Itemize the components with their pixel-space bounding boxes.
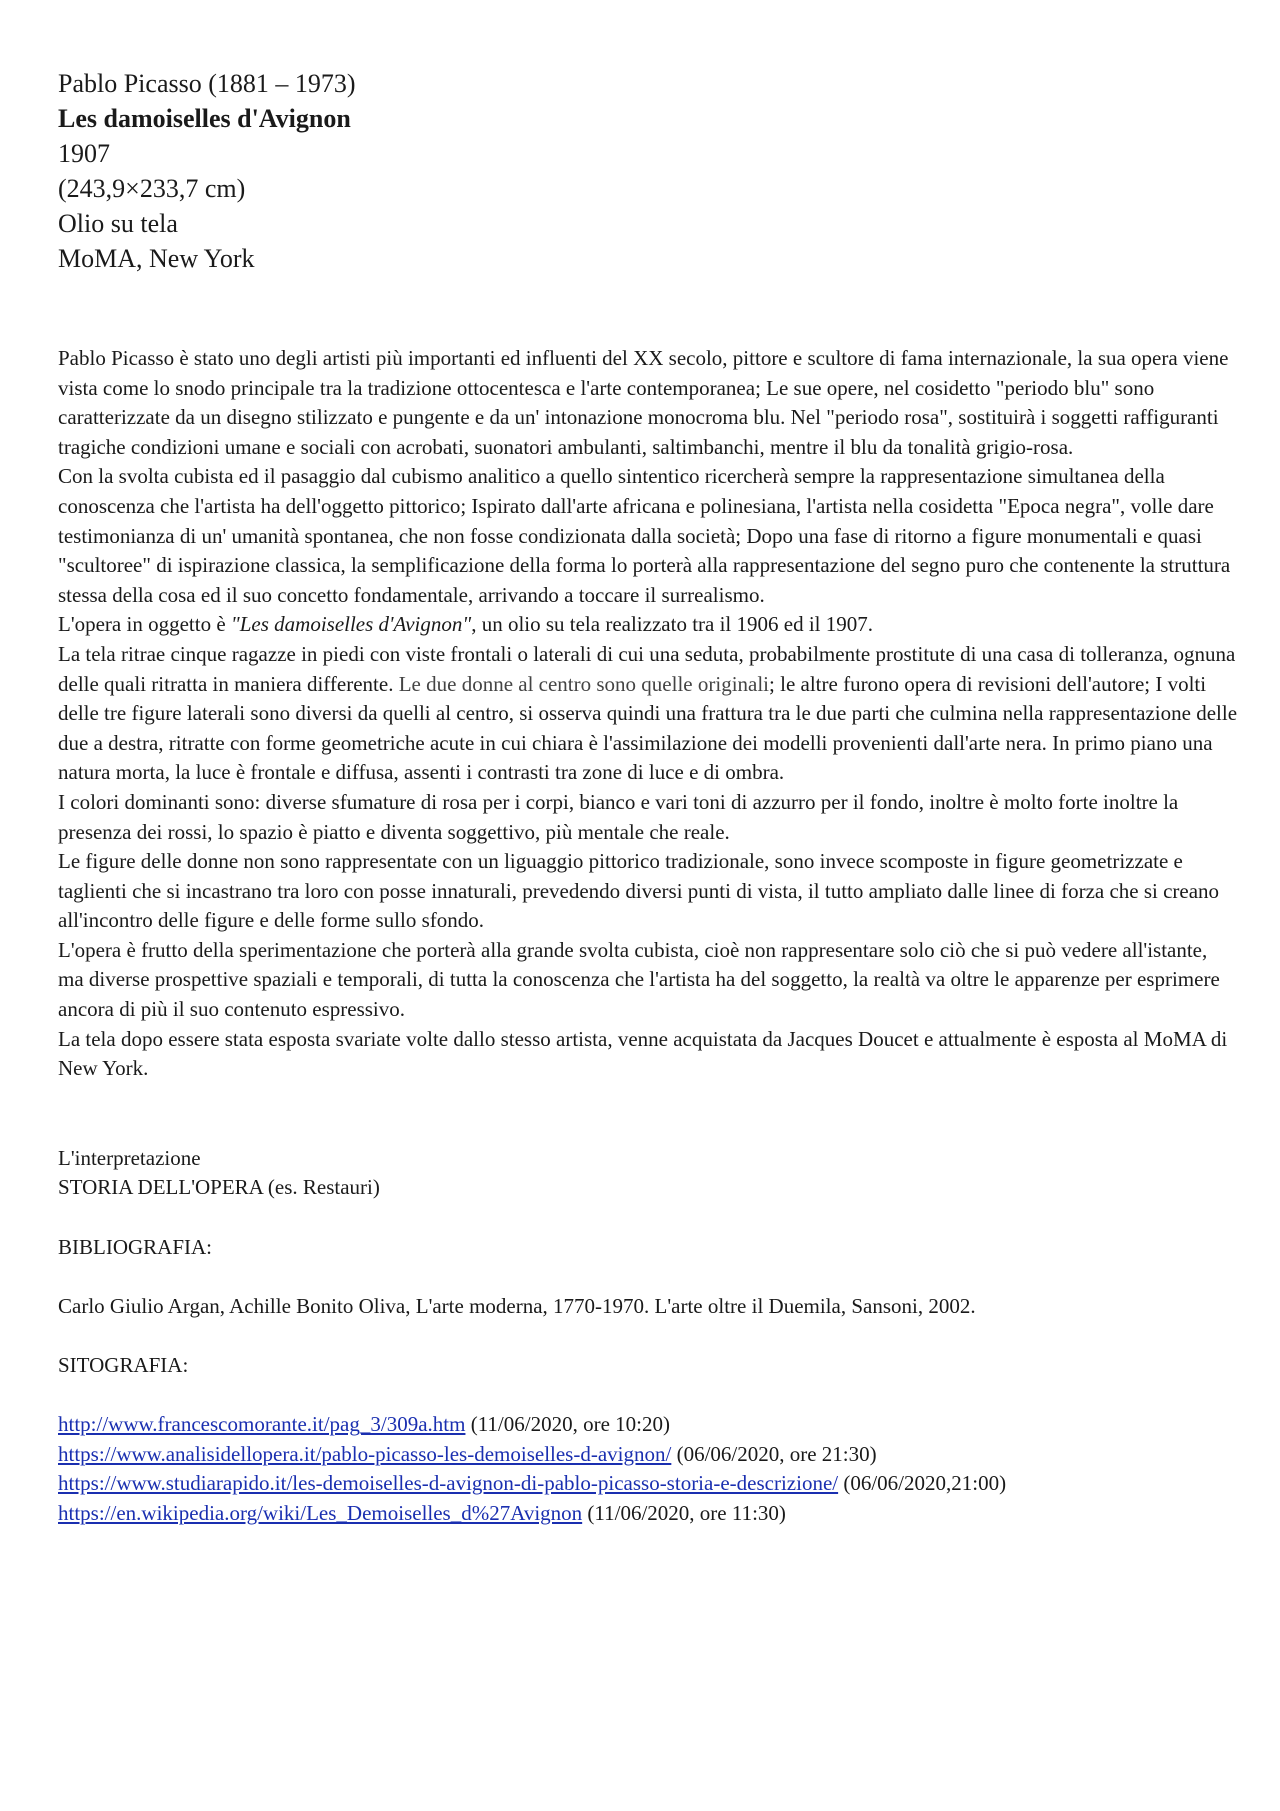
source-link[interactable]: https://en.wikipedia.org/wiki/Les_Demoiselles_d%27Avignon — [58, 1500, 583, 1525]
paragraph-cubism: Con la svolta cubista ed il pasaggio dal cubismo analitico a quello sintentico ricercherà sempre la rappresentazione simultanea della conoscenza che l'artista ha dell'oggetto pittorico; Ispirato dall'arte africana e polinesiana, l'artista nella cosidetta "Epoca negra", volle dare testimonianza di un' umanità spontanea, che non fosse condizionata dalla società; Dopo una fase di ritorno a figure monumentali e quasi "scultoree" di ispirazione classica, la semplificazione della forma lo porterà alla rappresentazione del segno puro che contenente la struttura stessa della cosa ed il suo concetto fondamentale, arrivando a toccare il surrealismo. — [58, 464, 1231, 607]
paragraph-provenance: La tela dopo essere stata esposta svariate volte dallo stesso artista, venne acquistata da Jacques Doucet e attualmente è esposta al MoMA di New York. — [58, 1026, 1228, 1081]
paragraph-experimentation: L'opera è frutto della sperimentazione che porterà alla grande svolta cubista, cioè non rappresentare solo ciò che si può vedere all'istante, ma diverse prospettive spaziali e temporali, di tutta la conoscenza che l'artista ha del soggetto, la realtà va oltre le apparenze per esprimere ancora di più il suo contenuto espressivo. — [58, 937, 1220, 1022]
source-link[interactable]: https://www.studiarapido.it/les-demoiselles-d-avignon-di-pablo-picasso-storia-e-descrizione/ — [58, 1471, 839, 1496]
interpretation-heading: L'interpretazione — [58, 1145, 201, 1170]
access-date: (06/06/2020,21:00) — [838, 1471, 1007, 1496]
paragraph-subject-text-b: ; le altre furono opera di revisioni dell'autore; I volti delle tre figure laterali sono diversi da quelli al centro, si osserva quindi una frattura tra le due parti che culmina nella rappresentazione delle due a destra, ritratte con forme geometriche acute in cui chiara è l'assimilazione dei modelli provenienti dall'arte nera. In primo piano una natura morta, la luce è frontale e diffusa, assenti i contrasti tra zone di luce e di ombra. — [58, 671, 1238, 785]
artwork-dimensions: (243,9×233,7 cm) — [58, 174, 246, 203]
artwork-year: 1907 — [58, 139, 110, 168]
artwork-title-italic: "Les damoiselles d'Avignon" — [230, 612, 472, 637]
history-heading: STORIA DELL'OPERA (es. Restauri) — [58, 1175, 380, 1200]
paragraph-intro: Pablo Picasso è stato uno degli artisti più importanti ed influenti del XX secolo, pittore e scultore di fama internazionale, la sua opera viene vista come lo snodo principale tra la tradizione ottocentesca e l'arte contemporanea; Le sue opere, nel cosidetto "periodo blu" sono caratterizzate da un disegno stilizzato e pungente e da un' intonazione monocroma blu. Nel "periodo rosa", sostituirà i soggetti raffiguranti tragiche condizioni umane e sociali con acrobati, suonatori ambulanti, saltimbanchi, mentre il blu da tonalità grigio-rosa. — [58, 346, 1229, 459]
paragraph-subject-grey-text: Le due donne al centro sono quelle originali — [398, 671, 770, 696]
description-body — [58, 344, 1238, 1084]
artwork-header — [58, 66, 1238, 276]
source-link[interactable]: http://www.francescomorante.it/pag_3/309a.htm — [58, 1412, 466, 1437]
sitography-list — [58, 1410, 1238, 1528]
paragraph-artwork-text-a: L'opera in oggetto è — [58, 612, 231, 637]
source-link[interactable]: https://www.analisidellopera.it/pablo-picasso-les-demoiselles-d-avignon/ — [58, 1441, 672, 1466]
bibliography-heading: BIBLIOGRAFIA: — [58, 1234, 213, 1259]
list-item — [58, 1499, 1238, 1529]
bibliography-section — [58, 1233, 1238, 1411]
access-date: (06/06/2020, ore 21:30) — [671, 1441, 877, 1466]
paragraph-subject — [58, 640, 1238, 788]
list-item — [58, 1440, 1238, 1470]
paragraph-figures: Le figure delle donne non sono rappresentate con un liguaggio pittorico tradizionale, sono invece scomposte in figure geometrizzate e taglienti che si incastrano tra loro con posse innaturali, prevedendo diversi punti di vista, il tutto ampliato dalle linee di forza che si creano all'incontro delle figure e delle forme sullo sfondo. — [58, 849, 1220, 933]
list-item — [58, 1469, 1238, 1499]
artwork-location: MoMA, New York — [58, 244, 255, 273]
paragraph-colors: I colori dominanti sono: diverse sfumature di rosa per i corpi, bianco e vari toni di azzurro per il fondo, inoltre è molto forte inoltre la presenza dei rossi, lo spazio è piatto e diventa soggettivo, più mentale che reale. — [58, 789, 1179, 844]
list-item — [58, 1410, 1238, 1440]
paragraph-subject-text-a: La tela ritrae cinque ragazze in piedi con viste frontali o laterali di cui una seduta, probabilmente prostitute di una casa di tolleranza, ognuna delle quali ritratta in maniera differente. — [58, 641, 1236, 696]
paragraph-artwork-text-b: , un olio su tela realizzato tra il 1906 ed il 1907. — [471, 612, 873, 637]
document-page — [58, 66, 1238, 1529]
bibliography-entry: Carlo Giulio Argan, Achille Bonito Oliva, L'arte moderna, 1770-1970. L'arte oltre il Duemila, Sansoni, 2002. — [58, 1293, 976, 1318]
artwork-medium: Olio su tela — [58, 209, 178, 238]
artist-name: Pablo Picasso (1881 – 1973) — [58, 69, 356, 98]
paragraph-artwork — [58, 610, 1238, 640]
sitography-heading: SITOGRAFIA: — [58, 1353, 189, 1377]
access-date: (11/06/2020, ore 11:30) — [582, 1500, 786, 1525]
access-date: (11/06/2020, ore 10:20) — [465, 1412, 670, 1437]
interpretation-section — [58, 1144, 1238, 1203]
artwork-title: Les damoiselles d'Avignon — [58, 104, 351, 133]
